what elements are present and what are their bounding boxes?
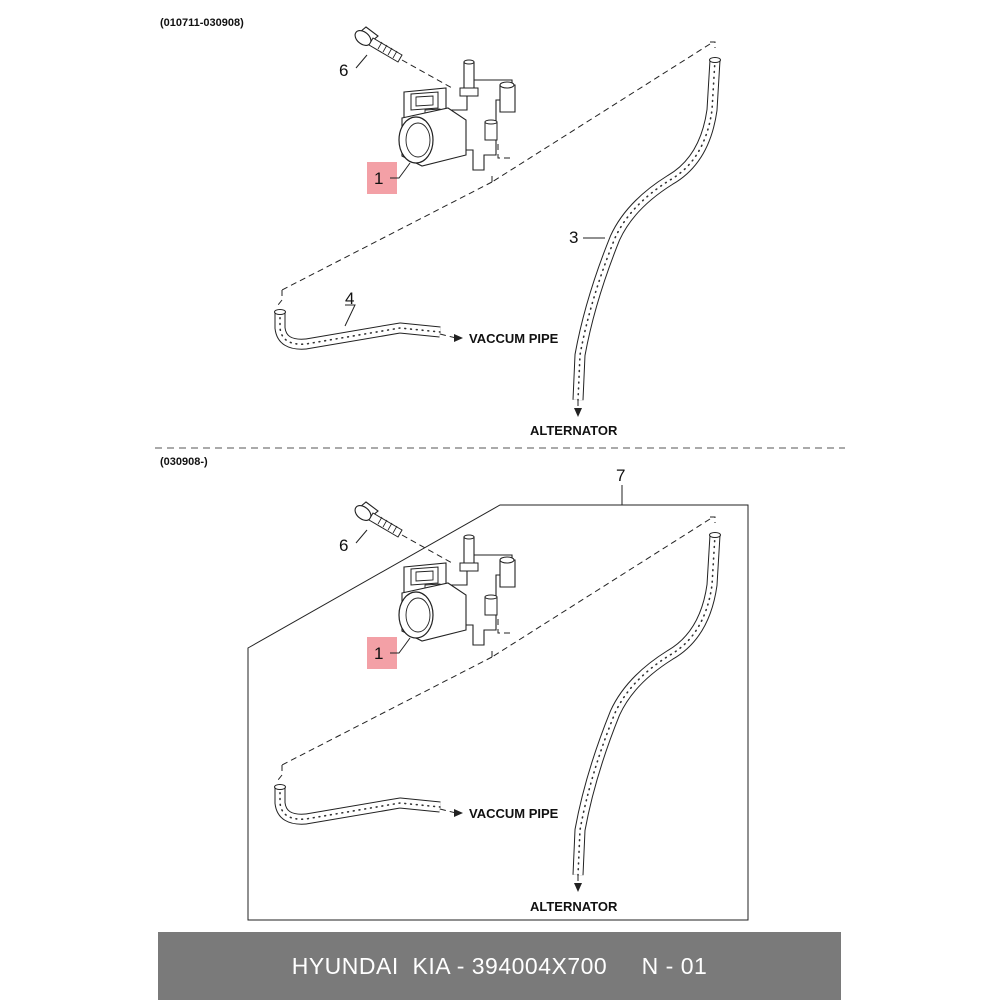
vacuum-pipe-label: VACCUM PIPE	[469, 331, 559, 346]
range-label: (030908-)	[160, 456, 208, 468]
hose-long	[578, 533, 721, 876]
range-label: (010711-030908)	[160, 17, 244, 29]
callout-6: 6	[339, 61, 349, 80]
bolt-part	[352, 502, 402, 537]
alternator-label: ALTERNATOR	[530, 423, 618, 438]
solenoid-valve	[399, 60, 515, 170]
callout-3: 3	[569, 228, 579, 247]
callout-4: 4	[345, 289, 355, 308]
hose-short	[275, 785, 441, 820]
callout-6: 6	[339, 536, 349, 555]
part-number-banner: HYUNDAI KIA - 394004X700 N - 01	[158, 932, 841, 1000]
section-1	[160, 17, 721, 438]
hose-long	[578, 58, 721, 401]
alternator-label: ALTERNATOR	[530, 899, 618, 914]
callout-1: 1	[374, 169, 384, 188]
solenoid-valve	[399, 535, 515, 645]
callout-7: 7	[616, 466, 626, 485]
callout-1: 1	[374, 644, 384, 663]
vacuum-pipe-label: VACCUM PIPE	[469, 806, 559, 821]
section-2	[160, 456, 748, 920]
bolt-part	[352, 27, 402, 62]
hose-short	[275, 310, 441, 345]
